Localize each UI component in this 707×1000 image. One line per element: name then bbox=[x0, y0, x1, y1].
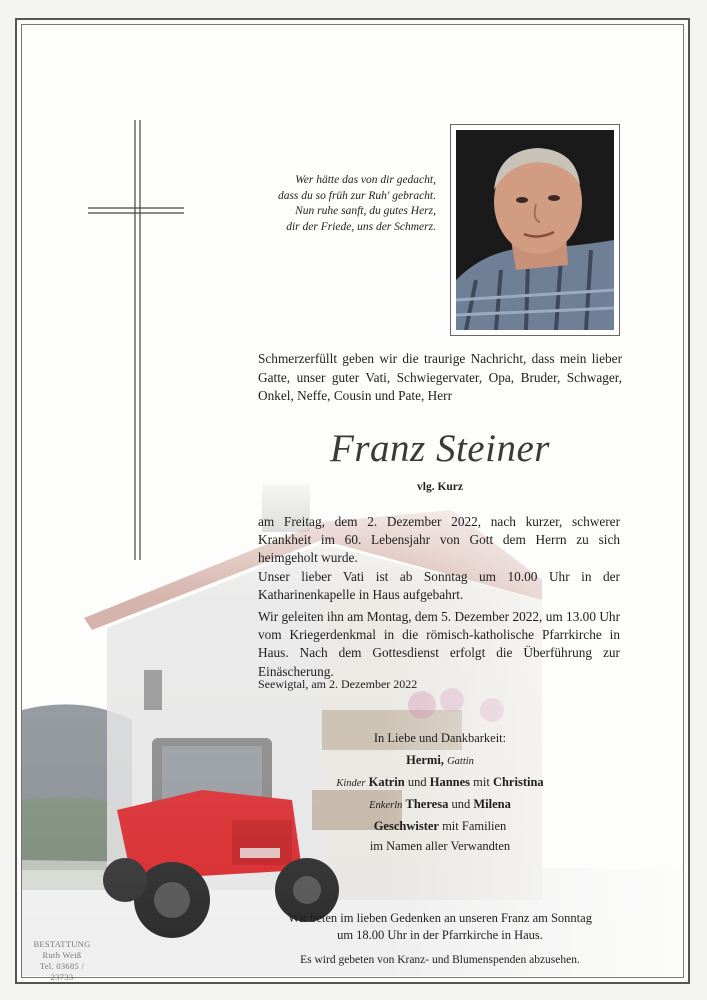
child-name: Katrin bbox=[368, 775, 405, 789]
child-name: Hannes bbox=[429, 775, 471, 789]
conjunction: und bbox=[407, 775, 427, 789]
children-role: Kinder bbox=[336, 778, 366, 789]
poem-line: Wer hätte das von dir gedacht, bbox=[295, 174, 436, 186]
siblings-suffix: mit Familien bbox=[442, 819, 507, 833]
undertaker-line: Ruth Weiß bbox=[42, 950, 82, 960]
family-line-relatives: im Namen aller Verwandten bbox=[369, 839, 511, 853]
grandchild-name: Theresa bbox=[405, 797, 449, 811]
cross-icon bbox=[88, 120, 188, 560]
undertaker-line: BESTATTUNG bbox=[33, 939, 91, 949]
prayer-line: Wir beten im lieben Gedenken an unseren Franz am Sonntag bbox=[288, 911, 592, 925]
poem-line: Nun ruhe sanft, du gutes Herz, bbox=[295, 205, 436, 217]
undertaker-line: Tel. 03685 / 23733 bbox=[39, 961, 85, 982]
nickname: vlg. Kurz bbox=[417, 481, 463, 493]
grandchild-name: Milena bbox=[473, 797, 511, 811]
memorial-poem bbox=[250, 173, 436, 235]
prayer-notice bbox=[258, 910, 622, 944]
funeral-paragraph: Wir geleiten ihn am Montag, dem 5. Dezember 2022, um 13.00 Uhr vom Kriegerdenkmal in die römisch-katholische Pfarrkirche in Haus. Nach dem Gottesdienst erfolgt die Überführung zur Einäscherung. bbox=[258, 609, 620, 679]
grandchildren-role: Enkerln bbox=[369, 800, 403, 811]
family-line-children bbox=[258, 772, 622, 794]
flowers-note: Es wird gebeten von Kranz- und Blumenspenden abzusehen. bbox=[300, 954, 580, 966]
family-list bbox=[258, 750, 622, 856]
siblings: Geschwister bbox=[373, 819, 439, 833]
conjunction: und bbox=[451, 797, 471, 811]
portrait-photo bbox=[450, 124, 620, 336]
wife-name: Hermi, bbox=[406, 753, 444, 767]
child-partner-name: Christina bbox=[492, 775, 544, 789]
conjunction: mit bbox=[473, 775, 490, 789]
death-notice-paragraph: am Freitag, dem 2. Dezember 2022, nach kurzer, schwerer Krankheit im 60. Lebensjahr von Gott dem Herrn zu sich heimgeholt wurde. bbox=[258, 514, 620, 566]
deceased-name: Franz Steiner bbox=[330, 427, 550, 470]
family-line-siblings bbox=[258, 816, 622, 836]
prayer-line: um 18.00 Uhr in der Pfarrkirche in Haus. bbox=[337, 928, 543, 942]
intro-text: Schmerzerfüllt geben wir die traurige Nachricht, dass mein lieber Gatte, unser guter Vati, Schwiegervater, Opa, Bruder, Schwager, Onkel, Neffe, Cousin und Pate, Herr bbox=[258, 351, 622, 403]
wife-role: Gattin bbox=[447, 756, 474, 767]
poem-line: dir der Friede, uns der Schmerz. bbox=[286, 220, 436, 233]
lying-in-state-paragraph: Unser lieber Vati ist ab Sonntag um 10.00 Uhr in der Katharinenkapelle in Haus aufgebahrt. bbox=[258, 569, 620, 603]
family-line-grandchildren bbox=[258, 794, 622, 816]
place-date: Seewigtal, am 2. Dezember 2022 bbox=[258, 677, 418, 691]
thanks-heading: In Liebe und Dankbarkeit: bbox=[373, 731, 507, 745]
family-line-wife bbox=[258, 750, 622, 772]
undertaker-stamp bbox=[30, 939, 94, 983]
poem-line: dass du so früh zur Ruh' gebracht. bbox=[277, 189, 436, 202]
